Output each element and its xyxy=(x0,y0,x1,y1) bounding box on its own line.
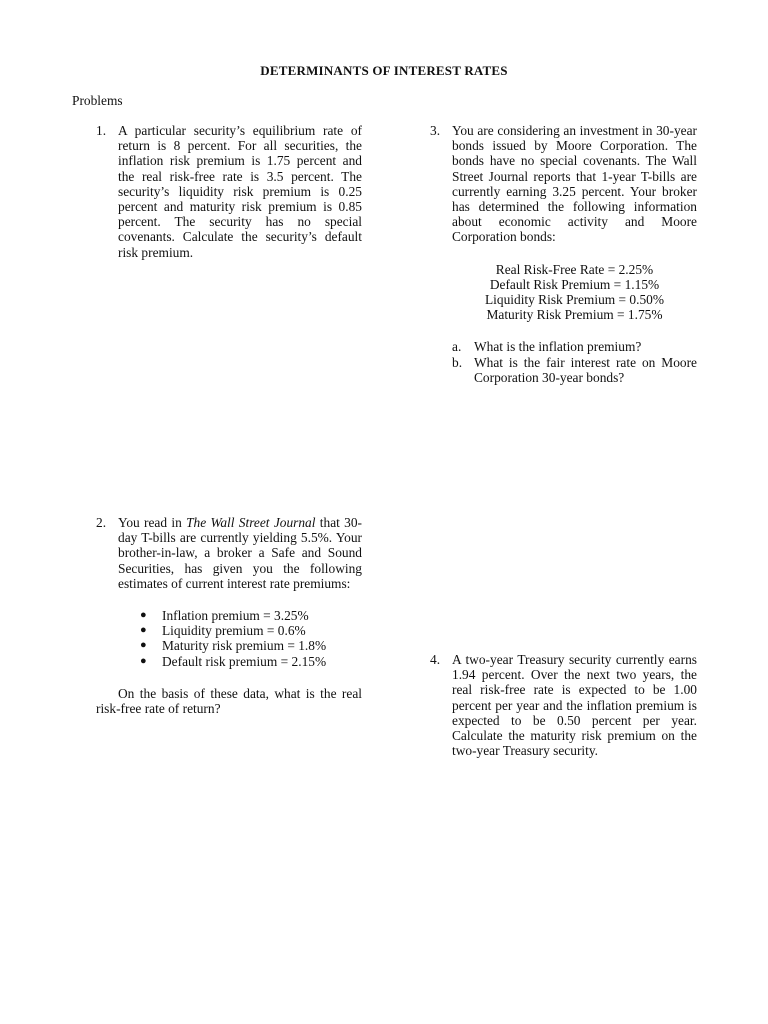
rate-item: Default Risk Premium = 1.15% xyxy=(489,276,660,292)
question-letter: b. xyxy=(452,354,463,370)
problem-4 xyxy=(430,652,697,758)
problem-text xyxy=(118,515,362,591)
problem-text: You are considering an investment in 30-year bonds issued by Moore Corporation. The bonds have no special covenants. The Wall Street Journal reports that 1-year T-bills are currently earning 3.25 percent. Your broker has determined the following information about economic activity and Moore Corporation bonds: xyxy=(452,123,697,245)
problem-number: 2. xyxy=(96,515,107,530)
problem-2 xyxy=(96,515,362,716)
premium-list xyxy=(96,608,362,669)
bullet-icon: ● xyxy=(140,624,147,637)
premium-item xyxy=(96,623,362,638)
rate-item: Liquidity Risk Premium = 0.50% xyxy=(484,292,665,308)
question-list xyxy=(430,339,697,385)
bullet-icon: ● xyxy=(140,639,147,652)
premium-item xyxy=(96,608,362,623)
premium-item xyxy=(96,654,362,669)
bullet-icon: ● xyxy=(140,609,147,622)
premium-text: Inflation premium = 3.25% xyxy=(162,608,309,624)
rate-item: Real Risk-Free Rate = 2.25% xyxy=(495,261,654,277)
bullet-icon: ● xyxy=(140,654,147,667)
premium-text: Maturity risk premium = 1.8% xyxy=(162,638,327,654)
problem-number: 1. xyxy=(96,123,107,138)
question-letter: a. xyxy=(452,339,462,355)
problem-text: A two-year Treasury security currently earns 1.94 percent. Over the next two years, the real risk-free rate is expected to be 1.00 percent per year and the inflation premium is expected to be 0.50 percent per year. Calculate the maturity risk premium on the two-year Treasury security. xyxy=(452,652,697,759)
rate-list xyxy=(452,262,697,323)
problem-1 xyxy=(96,123,362,260)
problem-number: 4. xyxy=(430,652,441,667)
problem-number: 3. xyxy=(430,123,441,138)
problem-3 xyxy=(430,123,697,385)
question-text: What is the inflation premium? xyxy=(474,339,642,355)
question-item xyxy=(430,355,697,385)
text-segment: You read in xyxy=(118,515,187,530)
closing-wrap xyxy=(96,685,362,717)
premium-text: Default risk premium = 2.15% xyxy=(162,653,327,669)
publication-title: The Wall Street Journal xyxy=(186,515,316,530)
closing-question: On the basis of these data, what is the real risk-free rate of return? xyxy=(96,685,362,717)
question-item xyxy=(430,339,697,354)
rate-item: Maturity Risk Premium = 1.75% xyxy=(486,307,663,323)
question-text: What is the fair interest rate on Moore Corporation 30-year bonds? xyxy=(474,354,697,385)
text-segment: that 30-day T-bills are currently yielding 5.5%. Your brother-in-law, a broker a Safe and Sound Securities, has given you the following estimates of current interest rate premiums: xyxy=(118,515,362,591)
problem-text: A particular security’s equilibrium rate of return is 8 percent. For all securities, the inflation risk premium is 1.75 percent and the real risk-free rate is 3.5 percent. The security’s liquidity risk premium is 0.25 percent and maturity risk premium is 0.85 percent. The security has no special covenants. Calculate the security’s default risk premium. xyxy=(118,123,362,260)
document-title: DETERMINANTS OF INTEREST RATES xyxy=(260,63,508,78)
premium-item xyxy=(96,638,362,653)
premium-text: Liquidity premium = 0.6% xyxy=(162,623,306,639)
section-label: Problems xyxy=(72,93,123,108)
